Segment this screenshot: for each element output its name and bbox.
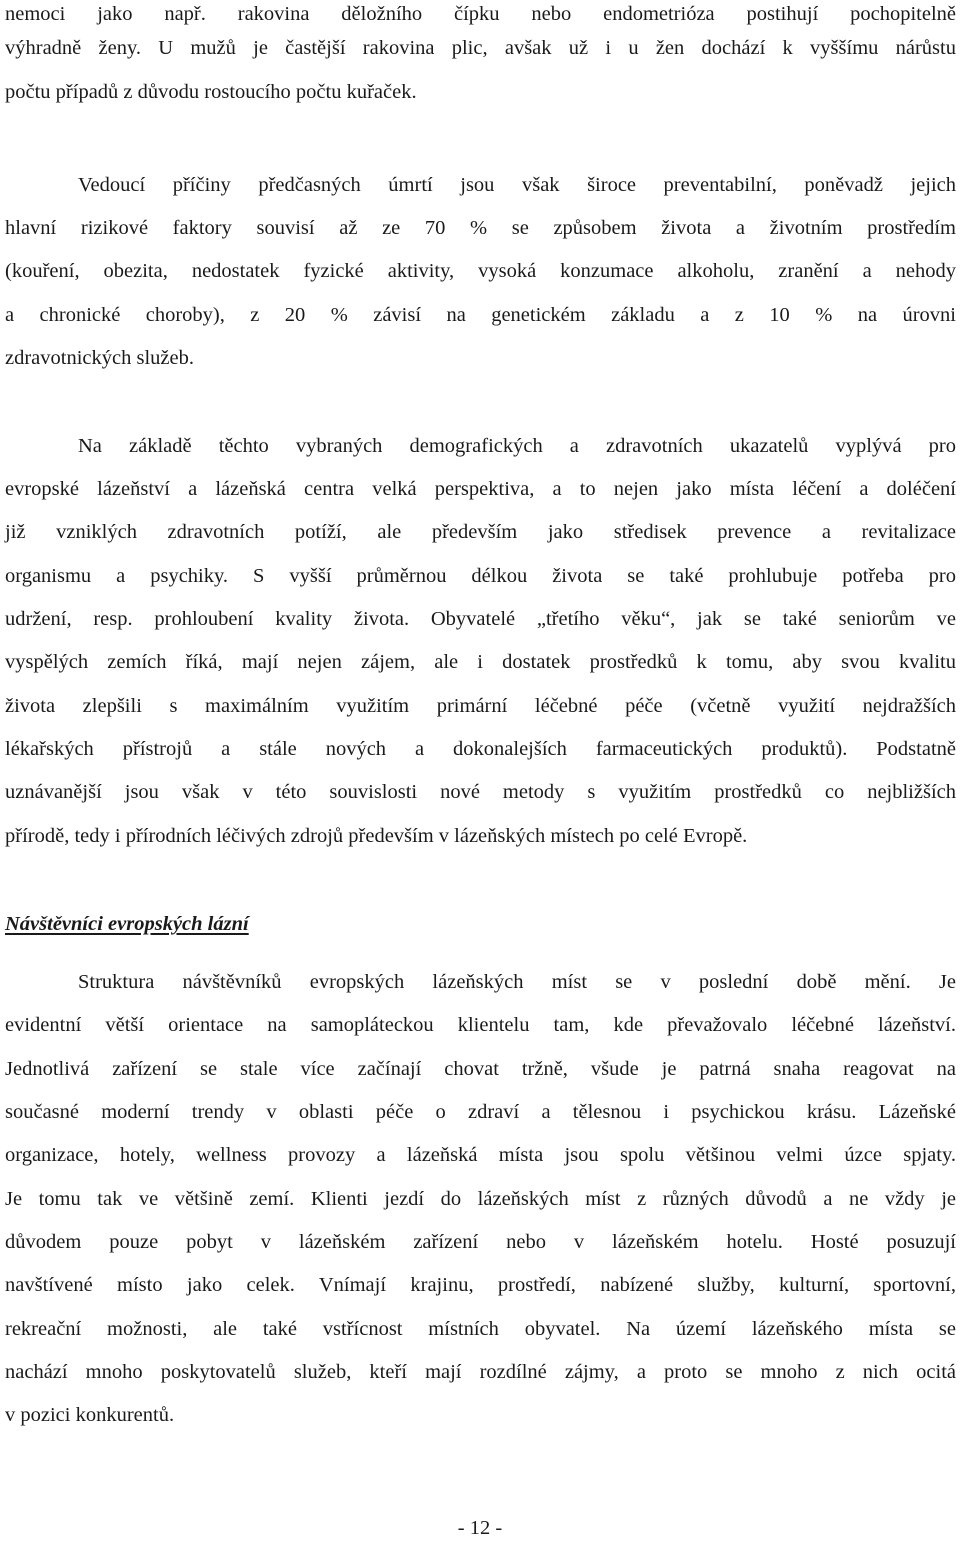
text-line: Je tomu tak ve většině zemí. Klienti jezdí do lázeňských míst z různých důvodů a ne vždy je bbox=[5, 1188, 956, 1210]
text-line: přírodě, tedy i přírodních léčivých zdrojů především v lázeňských místech po celé Evropě. bbox=[5, 825, 748, 847]
text-line: zdravotnických služeb. bbox=[5, 347, 194, 369]
text-line: evidentní větší orientace na samoplátеckou klientelu tam, kde převažovalo léčebné lázeňství. bbox=[5, 1014, 956, 1036]
text-line: již vzniklých zdravotních potíží, ale především jako středisek prevence a revitalizace bbox=[5, 521, 956, 543]
text-line: organizace, hotely, wellness provozy a lázeňská místa jsou spolu většinou velmi úzce spjaty. bbox=[5, 1144, 956, 1166]
text-line: důvodem pouze pobyt v lázeňském zařízení nebo v lázeňském hotelu. Hosté posuzují bbox=[5, 1231, 956, 1253]
text-line: vyspělých zemích říká, mají nejen zájem, ale i dostatek prostředků k tomu, aby svou kvalitu bbox=[5, 651, 956, 673]
text-line: Na základě těchto vybraných demografických a zdravotních ukazatelů vyplývá pro bbox=[78, 435, 956, 457]
text-line: nemoci jako např. rakovina děložního čípku nebo endometrióza postihují pochopitelně bbox=[5, 3, 956, 25]
text-line: evropské lázeňství a lázeňská centra velká perspektiva, a to nejen jako místa léčení a doléčení bbox=[5, 478, 956, 500]
text-line: udržení, resp. prohloubení kvality života. Obyvatelé „třetího věku“, jak se také seniorům ve bbox=[5, 608, 956, 630]
text-line: nachází mnoho poskytovatelů služeb, kteří mají rozdílné zájmy, a proto se mnoho z nich ocitá bbox=[5, 1361, 956, 1383]
text-line: organismu a psychiky. S vyšší průměrnou délkou života se také prohlubuje potřeba pro bbox=[5, 565, 956, 587]
text-line: Vedoucí příčiny předčasných úmrtí jsou však široce preventabilní, poněvadž jejich bbox=[78, 174, 956, 196]
text-line: Jednotlivá zařízení se stale více začínají chovat tržně, všude je patrná snaha reagovat na bbox=[5, 1058, 956, 1080]
text-line: hlavní rizikové faktory souvisí až ze 70 % se způsobem života a životním prostředím bbox=[5, 217, 956, 239]
section-heading: Návštěvníci evropských lázní bbox=[5, 913, 249, 935]
page-number: - 12 - bbox=[457, 1517, 503, 1539]
text-line: a chronické choroby), z 20 % závisí na genetickém základu a z 10 % na úrovni bbox=[5, 304, 956, 326]
text-line: počtu případů z důvodu rostoucího počtu kuřaček. bbox=[5, 81, 417, 103]
text-line: výhradně ženy. U mužů je častější rakovina plic, avšak už i u žen dochází k vyššímu nárůstu bbox=[5, 37, 956, 59]
text-line: současné moderní trendy v oblasti péče o zdraví a tělesnou i psychickou krásu. Lázeňské bbox=[5, 1101, 956, 1123]
text-line: (kouření, obezita, nedostatek fyzické aktivity, vysoká konzumace alkoholu, zranění a nehody bbox=[5, 260, 956, 282]
text-line: navštívené místo jako celek. Vnímají krajinu, prostředí, nabízené služby, kulturní, sportovní, bbox=[5, 1274, 956, 1296]
text-line: v pozici konkurentů. bbox=[5, 1404, 175, 1426]
text-line: lékařských přístrojů a stále nových a dokonalejších farmaceutických produktů). Podstatně bbox=[5, 738, 956, 760]
text-line: rekreační možnosti, ale také vstřícnost místních obyvatel. Na území lázeňského místa se bbox=[5, 1318, 956, 1340]
text-line: Struktura návštěvníků evropských lázeňských míst se v poslední době mění. Je bbox=[78, 971, 956, 993]
text-line: života zlepšili s maximálním využitím primární léčebné péče (včetně využití nejdražších bbox=[5, 695, 956, 717]
text-line: uznávanější jsou však v této souvislosti nové metody s využitím prostředků co nejbližších bbox=[5, 781, 956, 803]
